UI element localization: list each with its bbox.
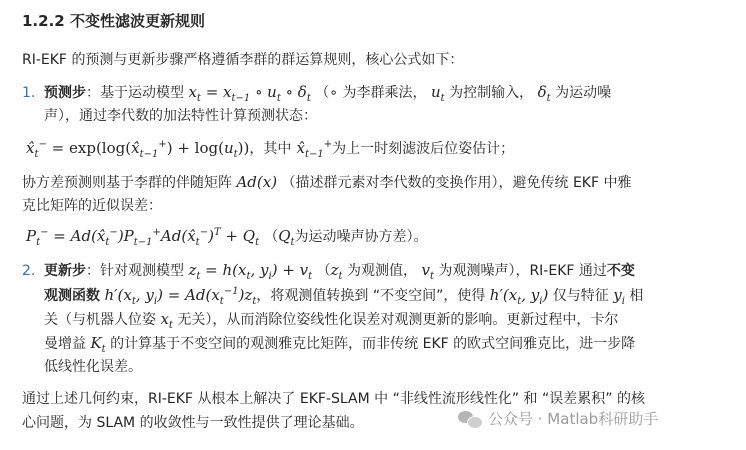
update-text-l3b: 无关），从而消除位姿线性化误差对观测更新的影响。更新过程中，卡尔 bbox=[177, 312, 619, 328]
symbol-ut: $u_t$ bbox=[430, 83, 445, 104]
intro-paragraph: RI-EKF 的预测与更新步骤严格遵循李群的群运算规则，核心公式如下： bbox=[22, 52, 464, 68]
predict-text-a: ：基于运动模型 bbox=[86, 85, 184, 101]
covariance-text-a: 协方差预测则基于李群的伴随矩阵 bbox=[22, 175, 232, 191]
predict-title: 预测步 bbox=[44, 85, 86, 101]
symbol-kt: $K_t$ bbox=[90, 334, 106, 355]
list-marker-1: 1. bbox=[22, 85, 36, 101]
adjoint-symbol: Ad(x) bbox=[236, 173, 278, 191]
update-text-l2b: ，将观测值转换到 “不变空间”，使得 bbox=[256, 288, 486, 304]
update-line-3 bbox=[44, 309, 618, 330]
update-text-l2a: 观测函数 bbox=[44, 288, 100, 304]
update-text-l2d: 相 bbox=[629, 288, 644, 304]
section-number: 1.2.2 bbox=[22, 12, 65, 30]
update-text-c: 为观测值， bbox=[347, 263, 418, 279]
covariance-text-b: （描述群元素对李代数的变换作用），避免传统 EKF 中雅 bbox=[281, 175, 632, 191]
conclusion-line-1: 通过上述几何约束，RI-EKF 从根本上解决了 EKF-SLAM 中 “非线性流形线性化” 和 “误差累积” 的核 bbox=[22, 391, 645, 407]
symbol-h-prime: $h'(x_t$, $y_i$) bbox=[489, 286, 549, 307]
watermark-text: 公众号 · Matlab科研助手 bbox=[488, 410, 659, 428]
covariance-note-b: 为运动噪声协方差）。 bbox=[294, 229, 428, 245]
covariance-line-1 bbox=[22, 172, 632, 193]
symbol-x-prev: $x̂_{t-1}^+$ bbox=[296, 139, 333, 160]
symbol-vt: $v_t$ bbox=[421, 261, 434, 282]
list-marker-2: 2. bbox=[22, 263, 36, 279]
update-text-l2c: 仅与特征 bbox=[552, 288, 609, 304]
predict-equation: $x̂_t^-$ = $\exp(\log(x̂_{t-1}^+) + \log(u_t))$ bbox=[26, 139, 250, 160]
section-title: 不变性滤波更新规则 bbox=[69, 12, 205, 30]
update-line-1 bbox=[22, 260, 635, 281]
predict-text-c: 为控制输入， bbox=[449, 85, 534, 101]
update-line-2 bbox=[44, 285, 643, 306]
predict-line-1 bbox=[22, 82, 611, 103]
predict-formula-note-b: 为上一时刻滤波后位姿估计； bbox=[332, 141, 515, 157]
motion-model-equation: $x_t = x_{t-1}$ ∘ $u_t$ ∘ $\delta_t$ bbox=[188, 83, 311, 104]
symbol-yi: $y_i$ bbox=[613, 286, 625, 307]
symbol-zt: $z_t$ bbox=[330, 261, 343, 282]
symbol-xt: $x_t$ bbox=[160, 310, 173, 331]
covariance-line-2: 克比矩阵的近似误差： bbox=[22, 198, 162, 214]
wechat-icon bbox=[458, 409, 482, 429]
update-line-4 bbox=[44, 333, 635, 354]
predict-formula bbox=[26, 138, 514, 158]
update-title: 更新步 bbox=[44, 263, 86, 279]
update-line-5: 低线性化误差。 bbox=[44, 359, 142, 375]
covariance-formula bbox=[26, 226, 428, 246]
update-text-l4b: 的计算基于不变空间的观测雅克比矩阵，而非传统 EKF 的欧式空间雅克比，进一步降 bbox=[110, 336, 636, 352]
observation-model-equation: $z_t = h(x_t$, $y_i) + v_t$ bbox=[188, 261, 313, 282]
update-text-l3a: 关（与机器人位姿 bbox=[44, 312, 156, 328]
predict-line-2: 声），通过李代数的加法特性计算预测状态： bbox=[44, 108, 317, 124]
predict-text-b: （∘ 为李群乘法， bbox=[315, 85, 427, 101]
update-text-a: ：针对观测模型 bbox=[86, 263, 184, 279]
predict-text-d: 为运动噪 bbox=[555, 85, 612, 101]
covariance-note-a: （ bbox=[264, 229, 279, 245]
predict-formula-note-a: ，其中 bbox=[249, 141, 292, 157]
symbol-delta-t: $\delta_t$ bbox=[537, 83, 551, 104]
conclusion-line-2: 心问题，为 SLAM 的收敛性与一致性提供了理论基础。 bbox=[22, 415, 364, 431]
covariance-equation: $P_t^-$ = $Ad(x̂_t^-)P_{t-1}^+Ad(x̂_t^-)^T + Q_t$ bbox=[26, 227, 260, 248]
symbol-qt: $Q_t$ bbox=[278, 227, 295, 248]
section-heading bbox=[22, 10, 205, 31]
update-text-d: 为观测噪声），RI-EKF 通过 bbox=[438, 263, 607, 279]
update-text-l4a: 曼增益 bbox=[44, 336, 86, 352]
update-text-b: （ bbox=[316, 263, 331, 279]
update-text-e: 不变 bbox=[606, 263, 635, 279]
invariant-observation-equation: $h'(x_t$, $y_i) = Ad(x_t^{-1})z_t$ bbox=[104, 286, 257, 307]
watermark bbox=[458, 408, 658, 429]
